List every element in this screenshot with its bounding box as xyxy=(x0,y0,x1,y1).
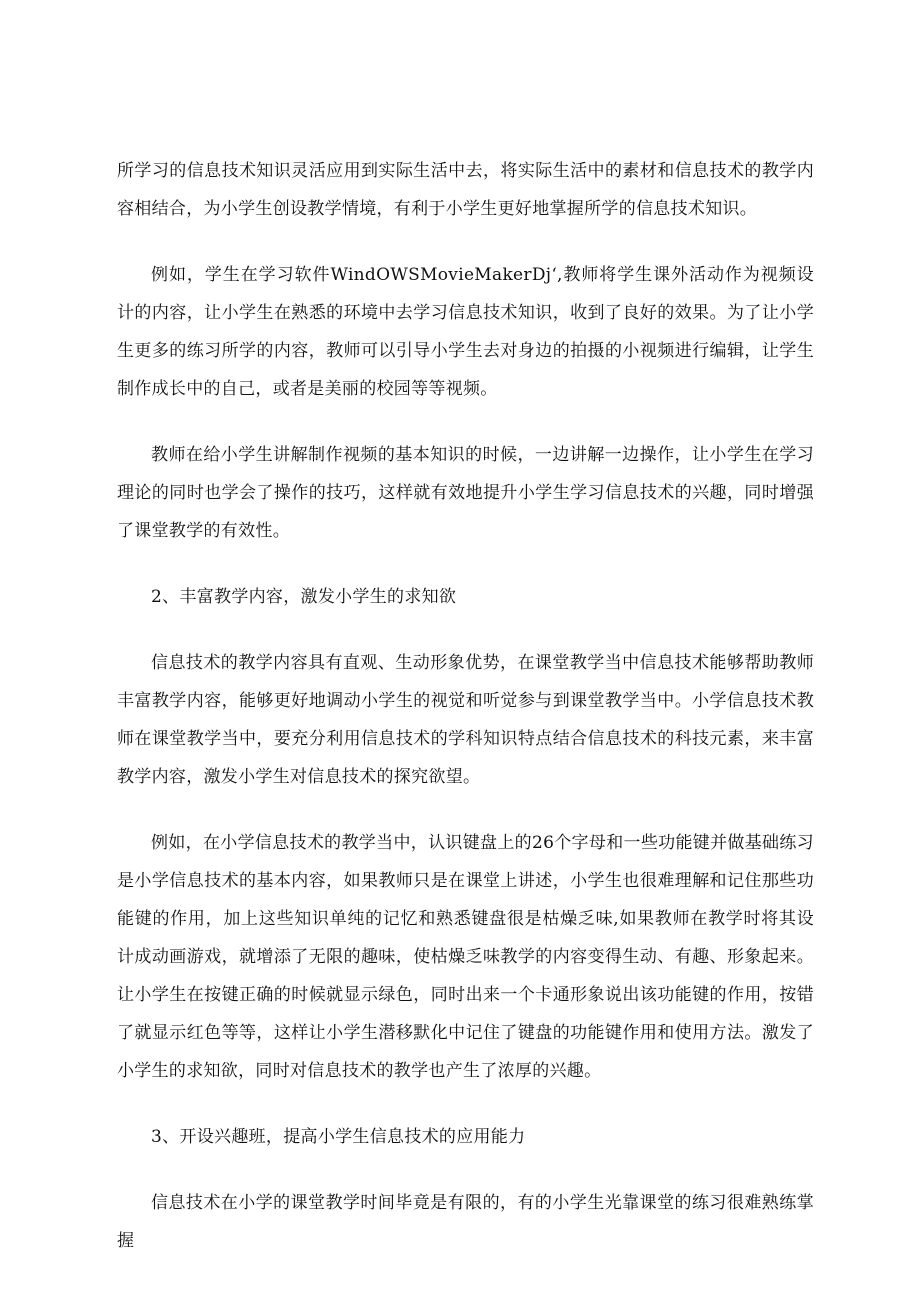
paragraph-teacher-demo: 教师在给小学生讲解制作视频的基本知识的时候，一边讲解一边操作，让小学生在学习理论的同时也学会了操作的技巧，这样就有效地提升小学生学习信息技术的兴趣，同时增强了课堂教学的有效性。 xyxy=(117,445,814,541)
paragraph-example-keyboard: 例如，在小学信息技术的教学当中，认识键盘上的26个字母和一些功能键并做基础练习是小学信息技术的基本内容，如果教师只是在课堂上讲述，小学生也很难理解和记住那些功能键的作用，加上这些知识单纯的记忆和熟悉键盘很是枯燥乏味,如果教师在教学时将其设计成动画游戏，就增添了无限的趣味，使枯燥乏味教学的内容变得生动、有趣、形象起来。让小学生在按键正确的时候就显示绿色，同时出来一个卡通形象说出该功能键的作用，按错了就显示红色等等，这样让小学生潜移默化中记住了键盘的功能键作用和使用方法。激发了小学生的求知欲，同时对信息技术的教学也产生了浓厚的兴趣。 xyxy=(117,833,814,1081)
document-page xyxy=(117,152,814,1260)
paragraph-enrich-content: 信息技术的教学内容具有直观、生动形象优势，在课堂教学当中信息技术能够帮助教师丰富教学内容，能够更好地调动小学生的视觉和听觉参与到课堂教学当中。小学信息技术教师在课堂教学当中，要充分利用信息技术的学科知识特点结合信息技术的科技元素，来丰富教学内容，激发小学生对信息技术的探究欲望。 xyxy=(117,653,814,787)
section-heading-3: 3、开设兴趣班，提高小学生信息技术的应用能力 xyxy=(151,1127,526,1147)
paragraph-example-moviemaker: 例如，学生在学习软件WindOWSMovieMakerDj‘,教师将学生课外活动作为视频设计的内容，让小学生在熟悉的环境中去学习信息技术知识，收到了良好的效果。为了让小学生更多的练习所学的内容，教师可以引导小学生去对身边的拍摄的小视频进行编辑，让学生制作成长中的自己，或者是美丽的校园等等视频。 xyxy=(117,265,814,399)
paragraph-interest-class: 信息技术在小学的课堂教学时间毕竟是有限的，有的小学生光靠课堂的练习很难熟练掌握 xyxy=(117,1193,814,1251)
section-heading-2: 2、丰富教学内容，激发小学生的求知欲 xyxy=(151,587,457,607)
paragraph-continuation: 所学习的信息技术知识灵活应用到实际生活中去，将实际生活中的素材和信息技术的教学内容相结合，为小学生创设教学情境，有利于小学生更好地掌握所学的信息技术知识。 xyxy=(117,161,814,219)
